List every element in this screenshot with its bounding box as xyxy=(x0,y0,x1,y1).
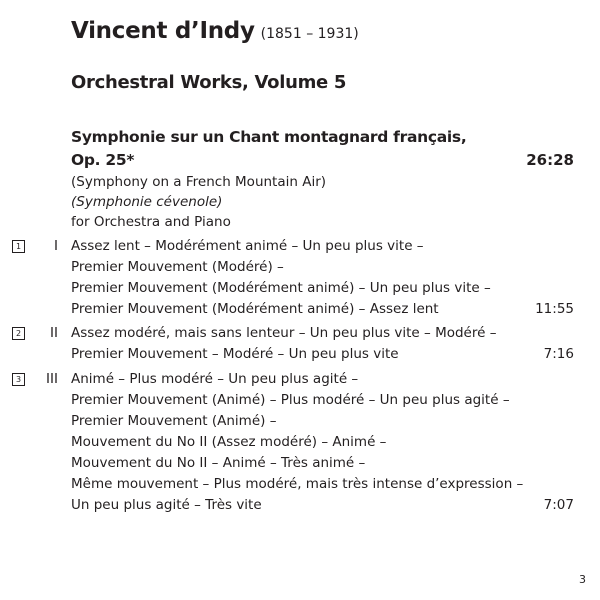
work-title-line1: Symphonie sur un Chant montagnard français, xyxy=(71,128,467,146)
track-line: Premier Mouvement (Modérément animé) – Un peu plus vite – xyxy=(71,280,491,296)
track-line: Premier Mouvement – Modéré – Un peu plus vite xyxy=(71,346,399,362)
movement-numeral: I xyxy=(54,238,58,254)
album-title: Orchestral Works, Volume 5 xyxy=(71,72,347,93)
track-line: Premier Mouvement (Animé) – Plus modéré – Un peu plus agité – xyxy=(71,392,510,408)
track-line: Premier Mouvement (Modéré) – xyxy=(71,259,284,275)
composer-heading xyxy=(71,18,359,44)
track-duration: 7:07 xyxy=(543,497,574,513)
composer-name: Vincent d’Indy xyxy=(71,18,255,44)
track-line: Mouvement du No II (Assez modéré) – Animé – xyxy=(71,434,387,450)
composer-dates: (1851 – 1931) xyxy=(260,26,359,42)
track-line: Assez lent – Modérément animé – Un peu plus vite – xyxy=(71,238,424,254)
track-line: Mouvement du No II – Animé – Très animé – xyxy=(71,455,366,471)
movement-numeral: III xyxy=(46,371,58,387)
track-line: Un peu plus agité – Très vite xyxy=(71,497,262,513)
work-instrumentation: for Orchestra and Piano xyxy=(71,214,231,230)
track-number-box: 1 xyxy=(12,240,25,253)
track-number-box: 2 xyxy=(12,327,25,340)
track-number-box: 3 xyxy=(12,373,25,386)
work-duration: 26:28 xyxy=(526,151,574,169)
work-title-line2: Op. 25* xyxy=(71,151,135,169)
work-subtitle-english: (Symphony on a French Mountain Air) xyxy=(71,174,327,190)
track-line: Premier Mouvement (Modérément animé) – Assez lent xyxy=(71,301,439,317)
page-number: 3 xyxy=(579,573,586,586)
track-duration: 11:55 xyxy=(535,301,574,317)
work-subtitle-nickname: (Symphonie cévenole) xyxy=(71,194,223,210)
movement-numeral: II xyxy=(50,325,58,341)
track-line: Animé – Plus modéré – Un peu plus agité – xyxy=(71,371,359,387)
track-line: Premier Mouvement (Animé) – xyxy=(71,413,277,429)
track-line: Assez modéré, mais sans lenteur – Un peu plus vite – Modéré – xyxy=(71,325,497,341)
track-line: Même mouvement – Plus modéré, mais très intense d’expression – xyxy=(71,476,524,492)
track-duration: 7:16 xyxy=(543,346,574,362)
